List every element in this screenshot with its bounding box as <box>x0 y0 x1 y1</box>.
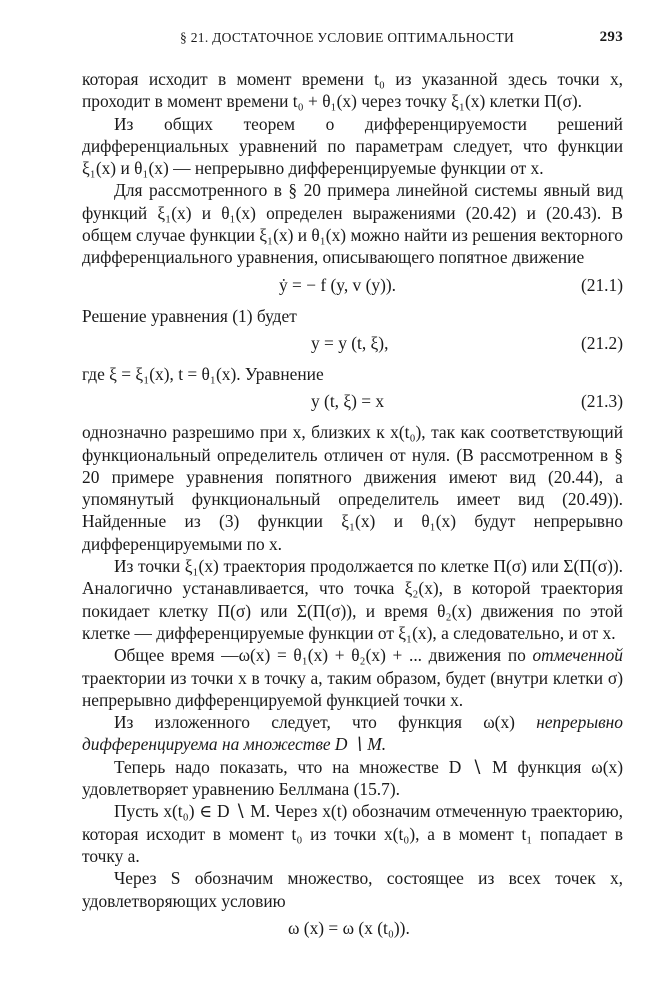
equation-21-3 <box>82 388 623 415</box>
paragraph-12: Через S обозначим множество, состоящее из всех точек x, удовлетворяющих условию <box>82 868 623 911</box>
paragraph-9 <box>82 711 623 756</box>
equation-21-1 <box>82 272 623 299</box>
paragraph-11: Пусть x(t₀) ∈ D ∖ M. Через x(t) обозначим отмеченную траекторию, которая исходит в момент t₀ из точки x(t₀), а в момент t₁ попадает в точку a. <box>82 801 623 866</box>
paragraph-3: Для рассмотренного в § 20 примера линейной системы явный вид функций ξ₁(x) и θ₁(x) определен выражениями (20.42) и (20.43). В общем случае функции ξ₁(x) и θ₁(x) можно найти из решения векторного дифференциального уравнения, описывающего попятное движение <box>82 180 623 268</box>
paragraph-8-part-b: траектории из точки x в точку a, таким образом, будет (внутри клетки σ) непрерывно дифференцируемой функцией точки x. <box>82 667 623 710</box>
equation-21-1-expr: ẏ = − f (y, v (y)). <box>279 274 397 295</box>
equation-final-expr: ω (x) = ω (x (t₀)). <box>288 917 410 938</box>
equation-21-3-number: (21.3) <box>580 391 623 412</box>
paragraph-8-emphasis: отмеченной <box>532 645 623 666</box>
equation-21-1-number: (21.1) <box>580 274 623 295</box>
page-number: 293 <box>599 29 623 45</box>
paragraph-10: Теперь надо показать, что на множестве D ∖ M функция ω(x) удовлетворяет уравнению Беллмана (15.7). <box>82 756 623 800</box>
paragraph-6: однозначно разрешимо при x, близких к x(t₀), так как соответствующий функциональный определитель отличен от нуля. (В рассмотренном в § 20 примере уравнения попятного движения имеют вид (20.44), а упомянутый функциональный определитель имеет вид (20.49)). Найденные из (3) функции ξ₁(x) и θ₁(x) будут непрерывно дифференцируемыми по x. <box>82 422 623 554</box>
equation-21-3-expr: y (t, ξ) = x <box>311 391 385 412</box>
equation-final <box>82 915 623 942</box>
running-title: § 21. ДОСТАТОЧНОЕ УСЛОВИЕ ОПТИМАЛЬНОСТИ <box>180 30 515 45</box>
paragraph-2: Из общих теорем о дифференцируемости решений дифференциальных уравнений по параметрам следует, что функции ξ₁(x) и θ₁(x) — непрерывно дифференцируемые функции от x. <box>82 113 623 179</box>
paragraph-8 <box>82 644 623 711</box>
page-body <box>82 68 623 948</box>
paragraph-1: которая исходит в момент времени t₀ из указанной здесь точки x, проходит в момент времени t₀ + θ₁(x) через точку ξ₁(x) клетки Π(σ). <box>82 69 623 112</box>
equation-21-2-expr: y = y (t, ξ), <box>311 332 389 353</box>
paragraph-9-emphasis: непрерывно дифференцируема на множестве D ∖ M. <box>82 712 623 755</box>
paragraph-5: где ξ = ξ₁(x), t = θ₁(x). Уравнение <box>82 363 324 384</box>
paragraph-7: Из точки ξ₁(x) траектория продолжается по клетке Π(σ) или Σ(Π(σ)). Аналогично устанавливается, что точка ξ₂(x), в которой траектория покидает клетку Π(σ) или Σ(Π(σ)), и время θ₂(x) движения по этой клетке — дифференцируемые функции от ξ₁(x), а следовательно, и от x. <box>82 556 623 643</box>
page-header <box>82 28 623 52</box>
paragraph-8-part-a: Общее время —ω(x) = θ₁(x) + θ₂(x) + ... движения по <box>114 645 533 666</box>
paragraph-4: Решение уравнения (1) будет <box>82 305 297 326</box>
paragraph-9-part-a: Из изложенного следует, что функция ω(x) <box>114 712 537 733</box>
equation-21-2-number: (21.2) <box>580 332 623 353</box>
equation-21-2 <box>82 330 623 357</box>
